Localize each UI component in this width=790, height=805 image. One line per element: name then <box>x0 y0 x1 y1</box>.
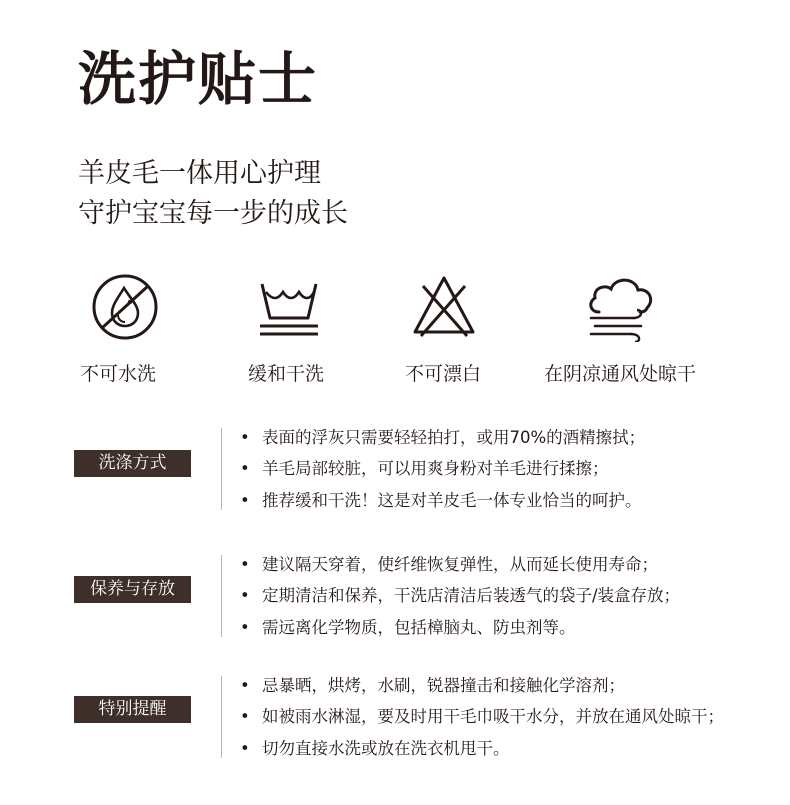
bullet-icon: • <box>240 428 250 447</box>
list-item <box>240 557 658 574</box>
care-icon-label-no-bleach: 不可漂白 <box>405 363 482 385</box>
bullet-icon: • <box>240 491 250 510</box>
bullet-icon: • <box>240 676 250 695</box>
list-item <box>240 588 680 605</box>
care-icon-no-washing <box>35 272 215 342</box>
care-icon-shade-dry <box>532 272 712 342</box>
list-item-text: 建议隔天穿着，使纤维恢复弹性，从而延长使用寿命； <box>262 555 658 574</box>
bullet-icon: • <box>240 618 250 637</box>
list-item-text: 如被雨水淋湿，要及时用干毛巾吸干水分，并放在通风处晾干； <box>262 707 724 726</box>
gentle-dry-clean-icon <box>254 272 324 342</box>
section-tag-care-storage: 保养与存放 <box>74 576 191 603</box>
section-divider <box>221 428 222 510</box>
list-item-text: 表面的浮灰只需要轻轻拍打，或用70%的酒精擦拭； <box>262 428 646 447</box>
care-icon-label-gentle-dry-clean: 缓和干洗 <box>248 363 325 385</box>
subtitle-line-1: 羊皮毛一体用心护理 <box>78 158 321 189</box>
list-item-text: 需远离化学物质，包括樟脑丸、防虫剂等。 <box>262 618 576 637</box>
page-title: 洗护贴士 <box>78 45 319 113</box>
list-item-text: 羊毛局部较脏，可以用爽身粉对羊毛进行揉擦； <box>262 459 609 478</box>
bullet-icon: • <box>240 586 250 605</box>
section-divider <box>221 676 222 758</box>
bullet-icon: • <box>240 707 250 726</box>
list-item-text: 忌暴晒，烘烤，水刷，锐器撞击和接触化学溶剂； <box>262 676 625 695</box>
section-divider <box>221 555 222 637</box>
list-item-text: 切勿直接水洗或放在洗衣机甩干。 <box>262 739 510 758</box>
bullet-icon: • <box>240 739 250 758</box>
no-bleach-icon <box>409 272 479 342</box>
list-item <box>240 493 642 510</box>
list-item-text: 推荐缓和干洗！这是对羊皮毛一体专业恰当的呵护。 <box>262 491 642 510</box>
bullet-icon: • <box>240 459 250 478</box>
list-item <box>240 709 724 726</box>
list-item-text: 定期清洁和保养，干洗店清洁后装透气的袋子/装盒存放； <box>262 586 681 605</box>
care-icon-label-no-washing: 不可水洗 <box>80 363 157 385</box>
list-item <box>240 430 645 447</box>
bullet-icon: • <box>240 555 250 574</box>
care-icon-gentle-dry-clean <box>199 272 379 342</box>
shade-dry-icon <box>585 272 659 342</box>
list-item <box>240 678 625 695</box>
list-item <box>240 461 609 478</box>
subtitle-line-2: 守护宝宝每一步的成长 <box>78 198 348 229</box>
list-item <box>240 620 576 637</box>
section-tag-washing: 洗涤方式 <box>74 450 191 477</box>
no-washing-icon <box>90 272 160 342</box>
list-item <box>240 741 510 758</box>
care-icon-label-shade-dry: 在阴凉通风处晾干 <box>544 363 697 385</box>
section-tag-special-notice: 特别提醒 <box>74 696 191 723</box>
care-icon-no-bleach <box>354 272 534 342</box>
